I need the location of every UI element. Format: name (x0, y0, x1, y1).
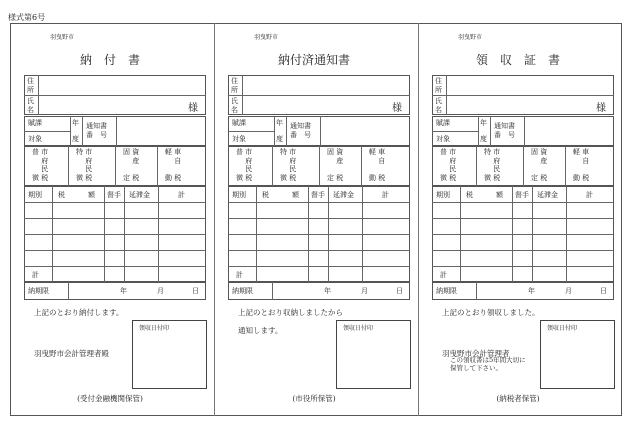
city-name: 羽曳野市 (50, 34, 75, 41)
reminder-header: 督手 (515, 191, 529, 199)
notice-number-label: 通知書 番 号 (86, 122, 107, 139)
deadline-year-label: 年 (528, 287, 535, 295)
receipt-panel-2 (216, 0, 412, 439)
address-label: 住 所 (27, 77, 34, 94)
total-header: 計 (382, 191, 389, 199)
deadline-label: 納期限 (436, 287, 457, 295)
tax-type-light-vehicle: 軽 車 自 動 税 (165, 148, 182, 182)
deadline-day-label: 日 (600, 287, 607, 295)
late-fee-header: 延滞金 (537, 191, 558, 199)
tax-type-resident-special: 特 市 府 民 徴 税 (280, 148, 297, 182)
recipient-text: 羽曳野市会計管理者 (442, 349, 510, 358)
name-label: 氏 名 (435, 97, 442, 114)
retention-footer: (受付金融機関保管) (77, 394, 143, 403)
total-row-label: 計 (32, 271, 39, 279)
city-name: 羽曳野市 (254, 34, 279, 41)
tax-type-resident-special: 特 市 府 民 徴 税 (484, 148, 501, 182)
late-fee-header: 延滞金 (333, 191, 354, 199)
honorific-sama: 様 (596, 103, 606, 114)
target-label: 対象 (28, 135, 42, 143)
name-label: 氏 名 (231, 97, 238, 114)
total-header: 計 (178, 191, 185, 199)
deadline-month-label: 月 (361, 287, 368, 295)
receipt-date-stamp-box (132, 320, 207, 389)
tax-header: 税 (262, 191, 269, 199)
tax-section-label: 賦課 (436, 119, 450, 127)
amount-header: 額 (496, 191, 503, 199)
tax-section-label: 賦課 (232, 119, 246, 127)
recipient-text: 羽曳野市会計管理者殿 (34, 349, 109, 358)
deadline-month-label: 月 (157, 287, 164, 295)
tax-type-resident-ordinary: 普 市 府 民 徴 税 (236, 148, 253, 182)
tax-type-resident-special: 特 市 府 民 徴 税 (76, 148, 93, 182)
year-nen-label: 年 (276, 119, 283, 127)
tax-type-light-vehicle: 軽 車 自 動 税 (369, 148, 386, 182)
tax-type-resident-ordinary: 普 市 府 民 徴 税 (32, 148, 49, 182)
total-row-label: 計 (236, 271, 243, 279)
honorific-sama: 様 (392, 103, 402, 114)
total-row-label: 計 (440, 271, 447, 279)
stamp-label: 領収日付印 (343, 325, 374, 332)
period-header: 期別 (436, 191, 450, 199)
deadline-day-label: 日 (396, 287, 403, 295)
panel-separator-1 (214, 23, 215, 416)
statement-line-1: 上記のとおり領収しました。 (442, 308, 540, 317)
deadline-row (432, 282, 614, 300)
receipt-date-stamp-box (336, 320, 411, 389)
year-nen-label: 年 (72, 119, 79, 127)
period-header: 期別 (232, 191, 246, 199)
target-label: 対象 (232, 135, 246, 143)
address-label: 住 所 (435, 77, 442, 94)
deadline-row (24, 282, 206, 300)
deadline-year-label: 年 (324, 287, 331, 295)
tax-type-property: 固 資 産 定 税 (327, 148, 344, 182)
statement-line-1: 上記のとおり納付します。 (34, 308, 124, 317)
name-label: 氏 名 (27, 97, 34, 114)
panel-title: 納 付 書 (79, 53, 140, 67)
tax-section-label: 賦課 (28, 119, 42, 127)
period-header: 期別 (28, 191, 42, 199)
tax-type-property: 固 資 産 定 税 (531, 148, 548, 182)
stamp-label: 領収日付印 (139, 325, 170, 332)
amount-header: 額 (88, 191, 95, 199)
retention-footer: (納税者保管) (496, 394, 540, 403)
notice-number-label: 通知書 番 号 (290, 122, 311, 139)
address-label: 住 所 (231, 77, 238, 94)
statement-line-2: 通知します。 (238, 326, 283, 335)
deadline-label: 納期限 (28, 287, 49, 295)
tax-type-property: 固 資 産 定 税 (123, 148, 140, 182)
receipt-panel-3 (420, 0, 616, 439)
deadline-label: 納期限 (232, 287, 253, 295)
deadline-month-label: 月 (565, 287, 572, 295)
total-header: 計 (586, 191, 593, 199)
year-do-label: 度 (72, 135, 79, 143)
form-number: 様式第6号 (8, 13, 46, 22)
deadline-row (228, 282, 410, 300)
tax-type-resident-ordinary: 普 市 府 民 徴 税 (440, 148, 457, 182)
deadline-day-label: 日 (192, 287, 199, 295)
reminder-header: 督手 (107, 191, 121, 199)
tax-header: 税 (58, 191, 65, 199)
retention-note: この領収書は5年間大切に 保管して下さい。 (450, 356, 526, 372)
retention-footer: (市役所保管) (292, 394, 336, 403)
receipt-date-stamp-box (540, 320, 615, 389)
notice-number-label: 通知書 番 号 (494, 122, 515, 139)
year-do-label: 度 (480, 135, 487, 143)
amount-header: 額 (292, 191, 299, 199)
reminder-header: 督手 (311, 191, 325, 199)
panel-title: 納付済通知書 (277, 53, 350, 67)
statement-line-1: 上記のとおり収納しましたから (238, 308, 343, 317)
panel-title: 領 収 証 書 (475, 53, 560, 67)
city-name: 羽曳野市 (458, 34, 483, 41)
late-fee-header: 延滞金 (129, 191, 150, 199)
honorific-sama: 様 (188, 103, 198, 114)
year-do-label: 度 (276, 135, 283, 143)
receipt-panel-1 (12, 0, 208, 439)
tax-type-light-vehicle: 軽 車 自 動 税 (573, 148, 590, 182)
panel-separator-2 (418, 23, 419, 416)
year-nen-label: 年 (480, 119, 487, 127)
deadline-year-label: 年 (120, 287, 127, 295)
stamp-label: 領収日付印 (547, 325, 578, 332)
tax-header: 税 (466, 191, 473, 199)
target-label: 対象 (436, 135, 450, 143)
